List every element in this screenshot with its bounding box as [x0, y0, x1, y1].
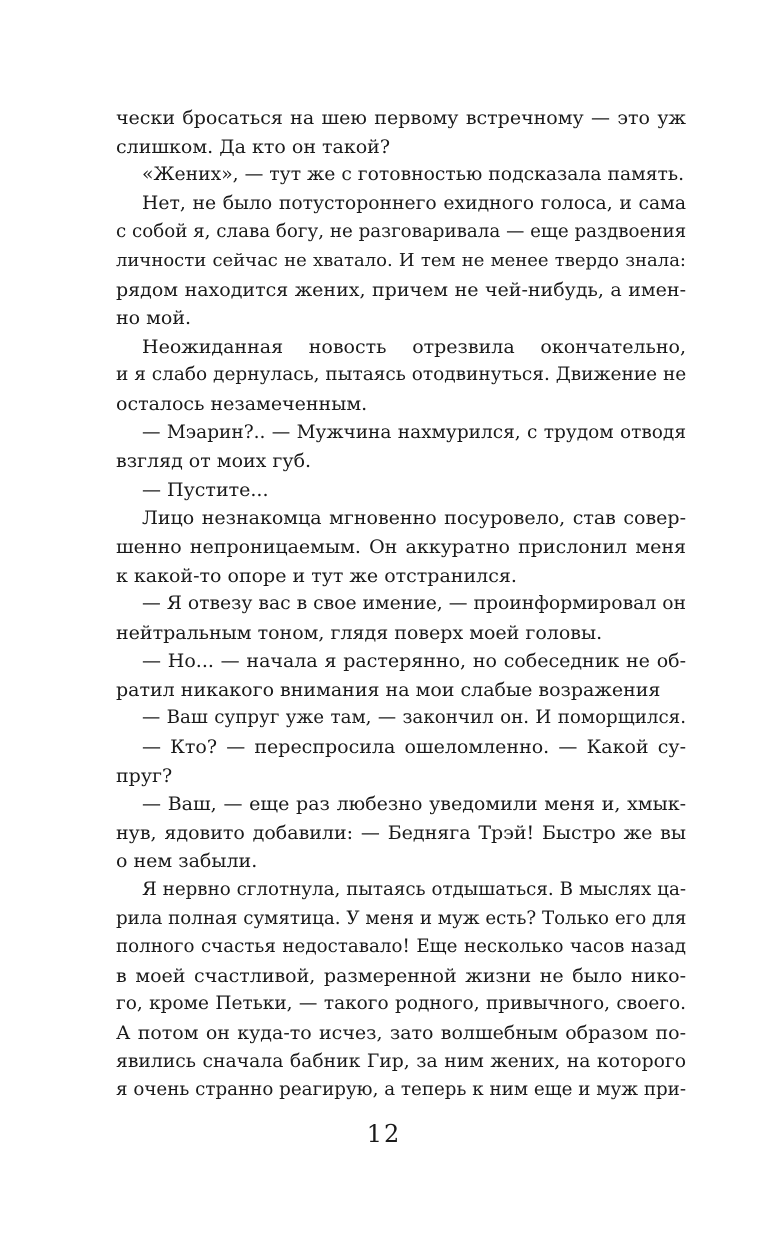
text-line: нув, ядовито добавили: — Бедняга Трэй! Быстро же вы — [116, 821, 686, 844]
text-line: слишком. Да кто он такой? — [116, 135, 391, 158]
text-line: рядом находится жених, причем не чей-нибудь, а имен- — [116, 278, 686, 301]
text-line: Нет, не было потустороннего ехидного голоса, и сама — [142, 192, 686, 214]
text-line: го, кроме Петьки, — такого родного, привычного, своего. — [116, 993, 686, 1015]
text-line: нейтральным тоном, глядя поверх моей головы. — [116, 621, 603, 644]
text-line: Неожиданная новость отрезвила окончательно, — [142, 335, 686, 358]
text-line: ратил никакого внимания на мои слабые возражения — [116, 678, 661, 701]
text-line: осталось незамеченным. — [116, 392, 368, 415]
text-line: — Кто? — переспросила ошеломленно. — Какой су- — [142, 736, 686, 759]
text-line: взгляд от моих губ. — [116, 450, 312, 473]
text-line: личности сейчас не хватало. И тем не менее твердо знала: — [116, 249, 686, 271]
text-line: — Мэарин?.. — Мужчина нахмурился, с трудом отводя — [142, 421, 686, 443]
body-text — [116, 104, 686, 1105]
text-line: и я слабо дернулась, пытаясь отодвинуться. Движение не — [116, 364, 686, 386]
text-line: к какой-то опоре и тут же отстранился. — [116, 564, 517, 587]
text-line: я очень странно реагирую, а теперь к ним еще и муж при- — [116, 1079, 686, 1101]
text-line: о нем забыли. — [116, 850, 258, 873]
text-line: в моей счастливой, размеренной жизни не было нико- — [116, 964, 686, 987]
text-line: чески бросаться на шею первому встречному — это уж — [116, 107, 686, 129]
text-line: А потом он куда-то исчез, зато волшебным образом по- — [116, 1022, 686, 1044]
text-line: — Ваш супруг уже там, — закончил он. И поморщился. — [142, 707, 686, 729]
text-line: Лицо незнакомца мгновенно посуровело, став совер- — [142, 507, 686, 530]
text-line: рила полная сумятица. У меня и муж есть? Только его для — [116, 907, 686, 929]
text-line: — Но... — начала я растерянно, но собеседник не об- — [142, 650, 686, 673]
text-line: шенно непроницаемым. Он аккуратно прислонил меня — [116, 535, 686, 558]
text-line: — Ваш, — еще раз любезно уведомили меня и, хмык- — [142, 793, 686, 816]
page-number: 12 — [366, 1120, 402, 1148]
text-line: — Я отвезу вас в свое имение, — проинформировал он — [142, 593, 686, 615]
text-line: «Жених», — тут же с готовностью подсказала память. — [142, 164, 685, 186]
text-line: явились сначала бабник Гир, за ним жених, на которого — [116, 1050, 686, 1072]
text-line: — Пустите... — [142, 478, 269, 501]
text-line: полного счастья недоставало! Еще несколько часов назад — [116, 936, 686, 958]
text-line: Я нервно сглотнула, пытаясь отдышаться. В мыслях ца- — [142, 879, 686, 901]
text-line: с собой я, слава богу, не разговаривала — еще раздвоения — [116, 221, 686, 243]
text-line: но мой. — [116, 307, 192, 330]
text-line: пруг? — [116, 764, 173, 787]
